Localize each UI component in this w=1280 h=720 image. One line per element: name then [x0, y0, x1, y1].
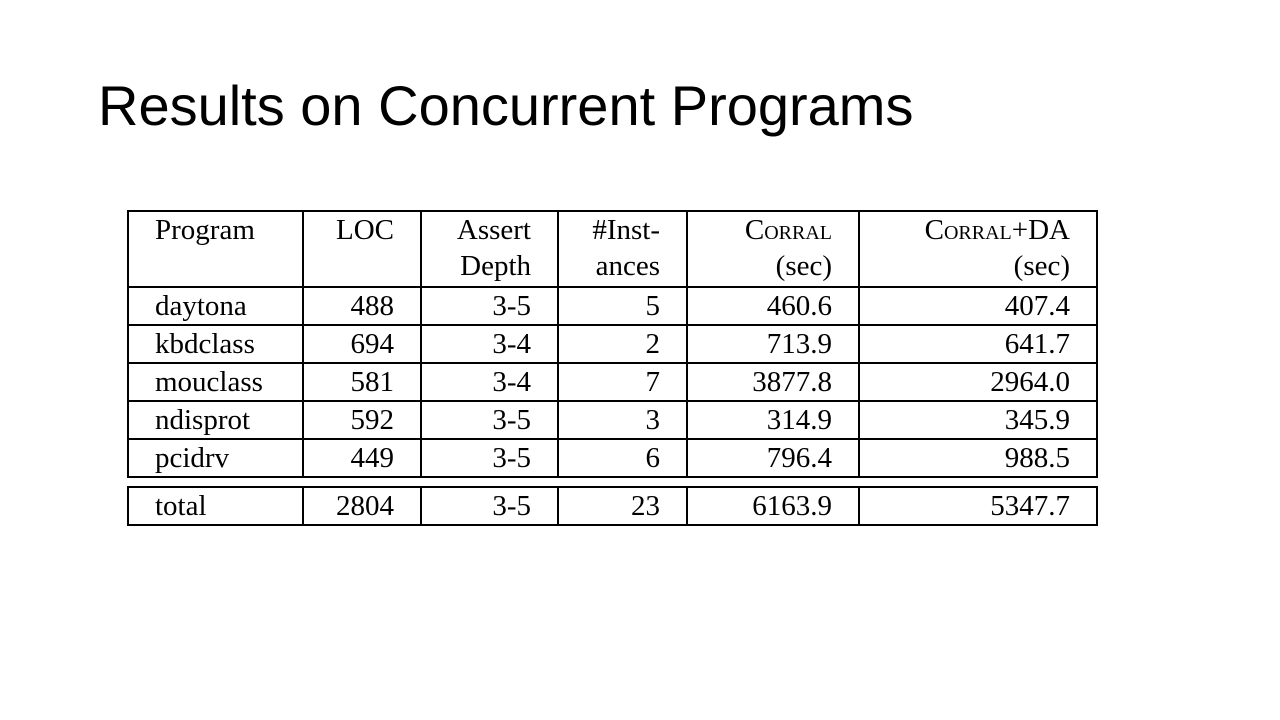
cell-corral-da: 2964.0 — [859, 363, 1097, 401]
cell-corral-da: 407.4 — [859, 287, 1097, 325]
cell-corral: 3877.8 — [687, 363, 859, 401]
cell-assert-depth: 3-4 — [421, 363, 558, 401]
header-assert-depth: Assert Depth — [421, 211, 558, 287]
cell-program: ndisprot — [128, 401, 303, 439]
total-assert-depth: 3-5 — [421, 487, 558, 525]
table-row — [128, 325, 1097, 363]
cell-instances: 3 — [558, 401, 687, 439]
cell-loc: 592 — [303, 401, 421, 439]
cell-corral: 314.9 — [687, 401, 859, 439]
cell-corral: 460.6 — [687, 287, 859, 325]
cell-corral-da: 988.5 — [859, 439, 1097, 477]
table-row — [128, 401, 1097, 439]
cell-loc: 488 — [303, 287, 421, 325]
header-instances: #Inst- ances — [558, 211, 687, 287]
total-row — [128, 487, 1097, 525]
cell-corral: 796.4 — [687, 439, 859, 477]
total-corral-da: 5347.7 — [859, 487, 1097, 525]
header-corral-da: Corral+DA (sec) — [859, 211, 1097, 287]
results-table — [127, 210, 1098, 478]
table-row — [128, 363, 1097, 401]
total-loc: 2804 — [303, 487, 421, 525]
results-table-container — [127, 210, 1096, 526]
cell-instances: 6 — [558, 439, 687, 477]
cell-program: mouclass — [128, 363, 303, 401]
header-loc: LOC — [303, 211, 421, 287]
cell-loc: 581 — [303, 363, 421, 401]
cell-program: pcidrv — [128, 439, 303, 477]
table-header-row — [128, 211, 1097, 287]
cell-corral: 713.9 — [687, 325, 859, 363]
total-label: total — [128, 487, 303, 525]
header-corral: Corral (sec) — [687, 211, 859, 287]
cell-instances: 5 — [558, 287, 687, 325]
cell-assert-depth: 3-5 — [421, 401, 558, 439]
cell-assert-depth: 3-5 — [421, 439, 558, 477]
table-row — [128, 287, 1097, 325]
cell-corral-da: 641.7 — [859, 325, 1097, 363]
slide-title: Results on Concurrent Programs — [98, 74, 914, 137]
cell-instances: 7 — [558, 363, 687, 401]
totals-table — [127, 486, 1098, 526]
cell-assert-depth: 3-4 — [421, 325, 558, 363]
total-corral: 6163.9 — [687, 487, 859, 525]
cell-corral-da: 345.9 — [859, 401, 1097, 439]
table-row — [128, 439, 1097, 477]
cell-assert-depth: 3-5 — [421, 287, 558, 325]
cell-program: daytona — [128, 287, 303, 325]
cell-program: kbdclass — [128, 325, 303, 363]
cell-instances: 2 — [558, 325, 687, 363]
header-program: Program — [128, 211, 303, 287]
total-instances: 23 — [558, 487, 687, 525]
cell-loc: 694 — [303, 325, 421, 363]
cell-loc: 449 — [303, 439, 421, 477]
